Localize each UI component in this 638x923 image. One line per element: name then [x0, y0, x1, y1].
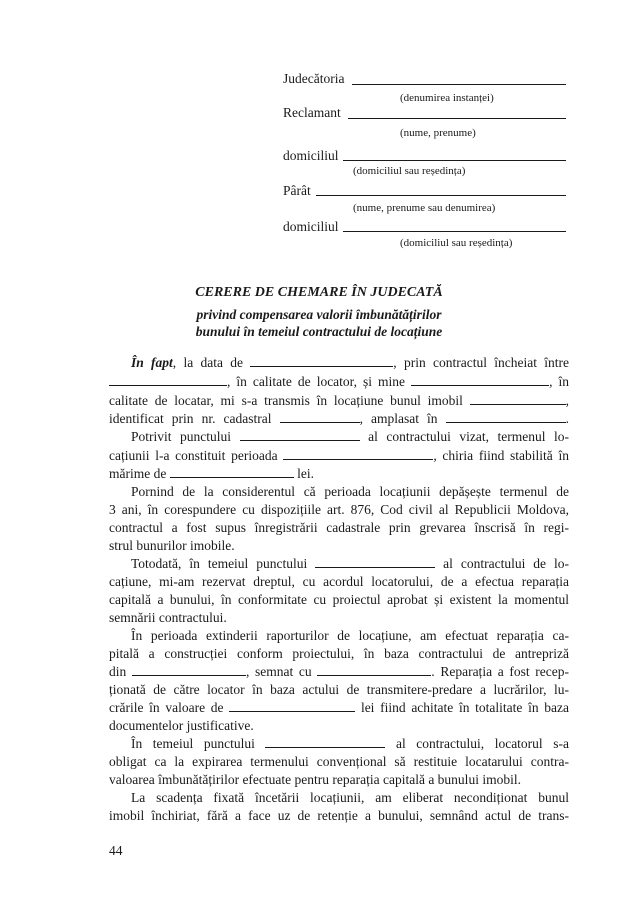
body-line: documentelor justificative.	[109, 718, 254, 733]
court-field[interactable]	[352, 84, 566, 85]
contract-date-field[interactable]	[132, 663, 246, 676]
defendant-domicile-hint: (domiciliul sau reședința)	[400, 237, 513, 249]
defendant-domicile-label: domiciliul	[283, 219, 339, 234]
body-line: din , semnat cu . Reparația a fost recep-	[109, 664, 570, 679]
defendant-hint: (nume, prenume sau denumirea)	[353, 202, 496, 214]
plaintiff-domicile-field[interactable]	[343, 160, 566, 161]
defendant-field[interactable]	[316, 195, 566, 196]
body-line: contractul a fost supus înregistrării cadastrale prin grevarea înscrisă în regi-	[109, 520, 569, 535]
body-line: , în calitate de locator, și mine , în	[109, 373, 569, 390]
document-title: CERERE DE CHEMARE ÎN JUDECATĂ	[195, 285, 443, 300]
body-line: ționată de către locator în baza actului de transmitere-predare a lucrărilor, lu-	[109, 682, 569, 697]
body-line: obligat ca la expirarea termenului convențional să restituie locatarului contra-	[109, 754, 569, 769]
body-line: Totodată, în temeiul punctului al contractului de lo-	[131, 556, 569, 571]
works-value-field[interactable]	[229, 699, 355, 712]
rent-amount-field[interactable]	[170, 465, 294, 478]
body-line: cațiunii l-a constituit perioada , chiria fiind stabilită în	[109, 448, 570, 463]
body-line: În temeiul punctului al contractului, locatorul s-a	[131, 736, 569, 751]
plaintiff-label: Reclamant	[283, 105, 341, 120]
property-field[interactable]	[470, 392, 566, 405]
body-line: La scadența fixată încetării locațiunii, am eliberat necondiționat bunul	[131, 790, 569, 805]
body-line: Potrivit punctului al contractului vizat, termenul lo-	[131, 429, 569, 444]
date-field[interactable]	[250, 354, 393, 367]
clause-field[interactable]	[265, 735, 385, 748]
document-subtitle-line2: bunului în temeiul contractului de locațiune	[195, 324, 443, 339]
cadastral-number-field[interactable]	[280, 410, 360, 423]
page-number: 44	[109, 843, 123, 858]
plaintiff-domicile-hint: (domiciliul sau reședința)	[353, 165, 466, 177]
body-line: În perioada extinderii raporturilor de locațiune, am efectuat reparația ca-	[131, 628, 569, 643]
plaintiff-domicile-label: domiciliul	[283, 148, 339, 163]
body-line: cațiune, mi-am rezervat dreptul, cu acordul locatorului, de a efectua reparația	[109, 574, 569, 589]
document-subtitle-line1: privind compensarea valorii îmbunătățirilor	[196, 307, 442, 322]
body-line: În fapt, la data de , prin contractul încheiat între	[131, 355, 569, 370]
plaintiff-field[interactable]	[348, 118, 566, 119]
body-line: identificat prin nr. cadastral , amplasat în .	[109, 411, 569, 426]
body-line: valoarea îmbunătățirilor efectuate pentru reparația capitală a bunului imobil.	[109, 772, 521, 787]
location-field[interactable]	[446, 410, 566, 423]
intro-label: În fapt	[131, 355, 173, 370]
body-line: semnării contractului.	[109, 610, 227, 625]
lease-period-field[interactable]	[283, 447, 433, 460]
defendant-label: Pârât	[283, 183, 311, 198]
clause-field[interactable]	[315, 555, 435, 568]
body-line: mărime de lei.	[109, 466, 314, 481]
lessor-name-field[interactable]	[109, 373, 227, 386]
body-line: calitate de locatar, mi s-a transmis în locațiune bunul imobil ,	[109, 393, 569, 408]
clause-field[interactable]	[240, 428, 360, 441]
body-line: strul bunurilor imobile.	[109, 538, 235, 553]
body-line: Pornind de la considerentul că perioada locațiunii depășește termenul de	[131, 484, 569, 499]
contractor-field[interactable]	[317, 663, 431, 676]
body-line: crările în valoare de lei fiind achitate în totalitate în baza	[109, 700, 570, 715]
defendant-domicile-field[interactable]	[343, 231, 566, 232]
court-hint: (denumirea instanței)	[400, 92, 494, 104]
body-line: imobil închiriat, fără a face uz de retenție a bunului, semnând actul de trans-	[109, 808, 569, 823]
body-line: capitală a bunului, în conformitate cu proiectul aprobat și existent la momentul	[109, 592, 569, 607]
plaintiff-hint: (nume, prenume)	[400, 127, 476, 139]
body-line: pitală a construcției conform proiectului, în baza contractului de antrepriză	[109, 646, 569, 661]
court-label: Judecătoria	[283, 71, 345, 86]
lessee-name-field[interactable]	[411, 373, 549, 386]
body-line: 3 ani, în corespundere cu dispozițiile art. 876, Cod civil al Republicii Moldova,	[109, 502, 569, 517]
